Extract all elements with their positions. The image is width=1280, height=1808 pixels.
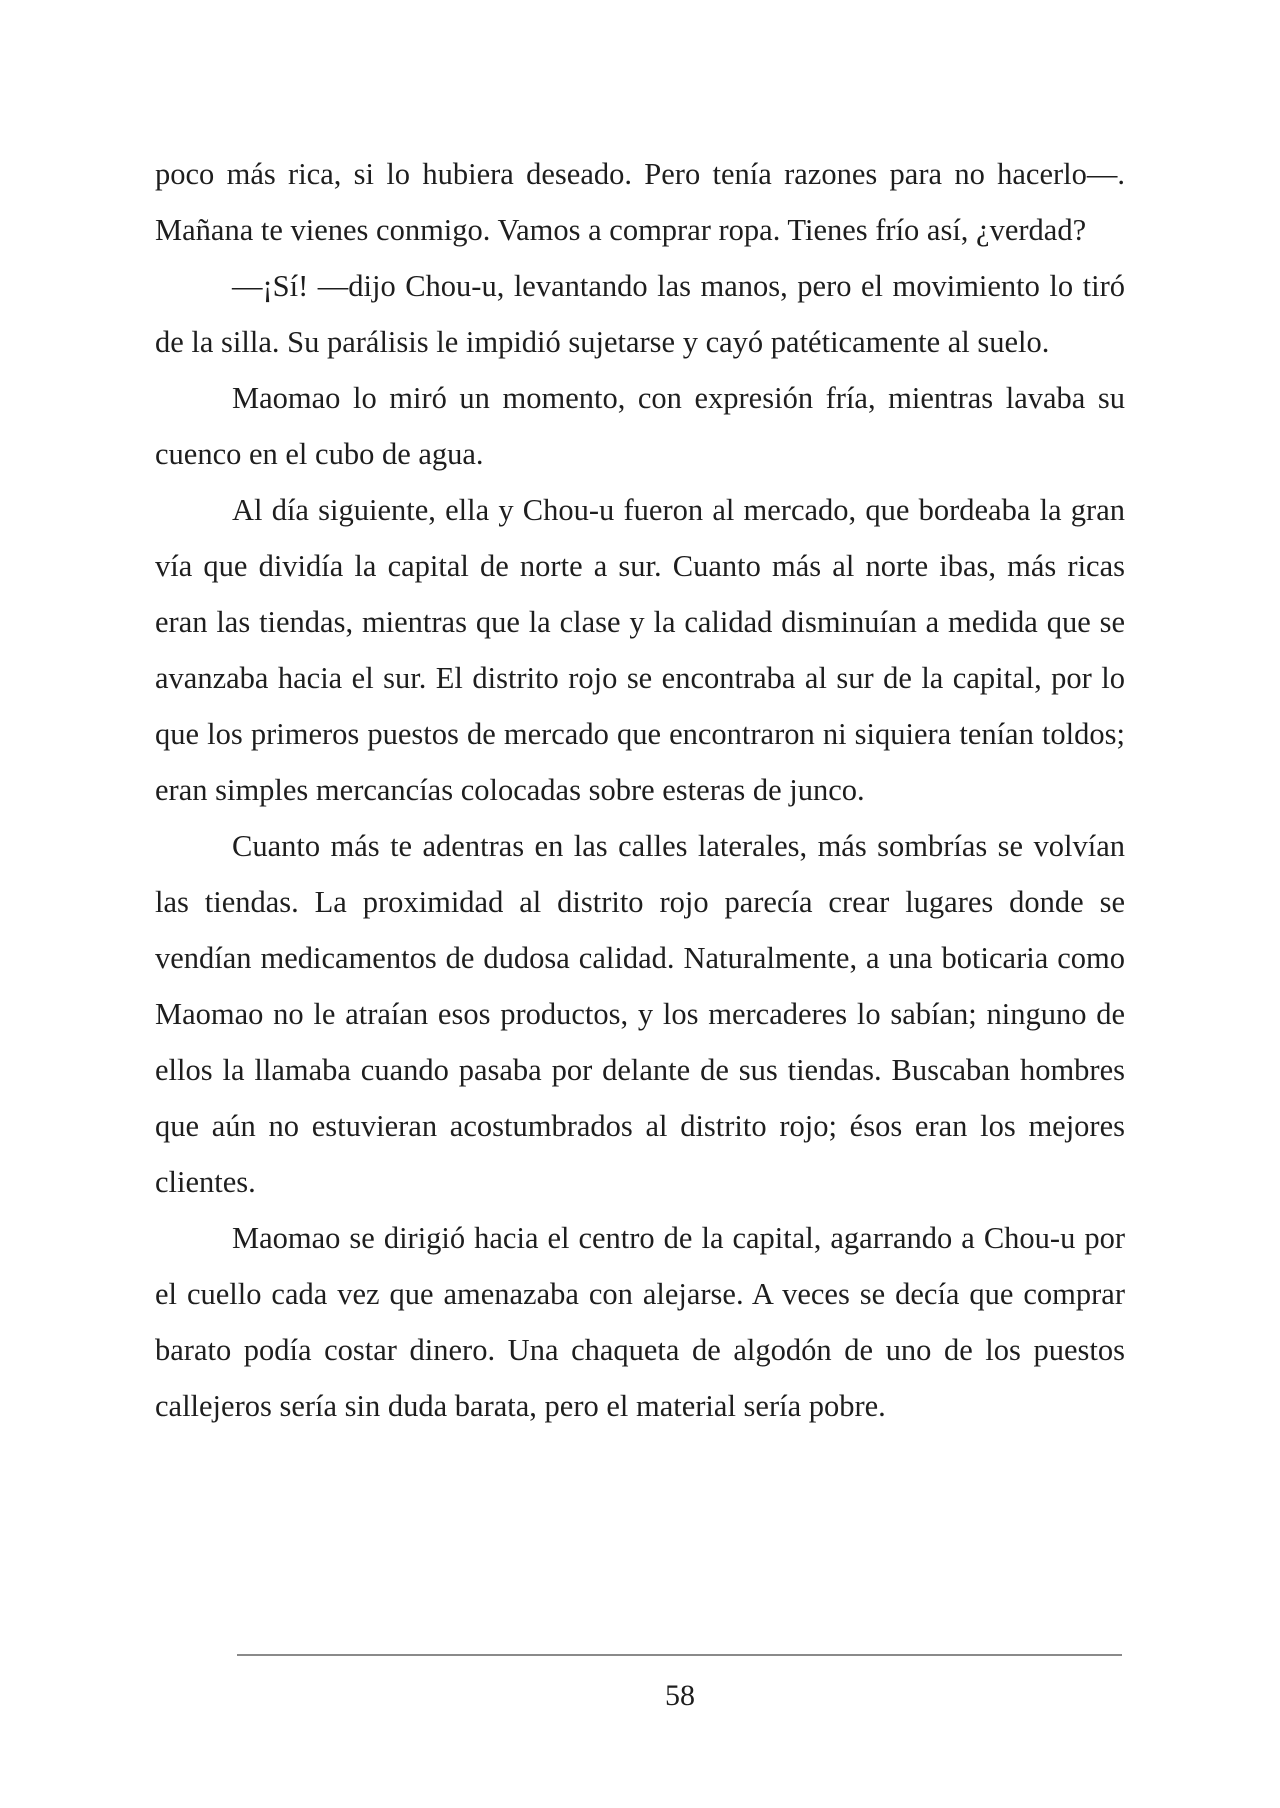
body-text: [155, 146, 1125, 1434]
paragraph: Maomao se dirigió hacia el centro de la capital, agarrando a Chou-u por el cuello cada vez que amenazaba con alejarse. A veces se decía que comprar barato podía costar dinero. Una chaqueta de algodón de uno de los puestos callejeros sería sin duda barata, pero el material sería pobre.: [155, 1221, 1125, 1423]
page-number: 58: [665, 1679, 695, 1712]
paragraph: Cuanto más te adentras en las calles laterales, más sombrías se volvían las tiendas. La proximidad al distrito rojo parecía crear lugares donde se vendían medicamentos de dudosa calidad. Naturalmente, a una boticaria como Maomao no le atraían esos productos, y los mercaderes lo sabían; ninguno de ellos la llamaba cuando pasaba por delante de sus tiendas. Buscaban hombres que aún no estuvieran acostumbrados al distrito rojo; ésos eran los mejores clientes.: [155, 829, 1125, 1199]
paragraph: Maomao lo miró un momento, con expresión fría, mientras lavaba su cuenco en el cubo de agua.: [155, 381, 1125, 471]
paragraph: Al día siguiente, ella y Chou-u fueron al mercado, que bordeaba la gran vía que dividía la capital de norte a sur. Cuanto más al norte ibas, más ricas eran las tiendas, mientras que la clase y la calidad disminuían a medida que se avanzaba hacia el sur. El distrito rojo se encontraba al sur de la capital, por lo que los primeros puestos de mercado que encontraron ni siquiera tenían toldos; eran simples mercancías colocadas sobre esteras de junco.: [155, 493, 1125, 807]
footer-divider: [237, 1654, 1122, 1656]
paragraph-continuation: poco más rica, si lo hubiera deseado. Pero tenía razones para no hacerlo—. Mañana te vienes conmigo. Vamos a comprar ropa. Tienes frío así, ¿verdad?: [155, 157, 1125, 247]
paragraph: —¡Sí! —dijo Chou-u, levantando las manos, pero el movimiento lo tiró de la silla. Su parálisis le impidió sujetarse y cayó patéticamente al suelo.: [155, 269, 1125, 359]
